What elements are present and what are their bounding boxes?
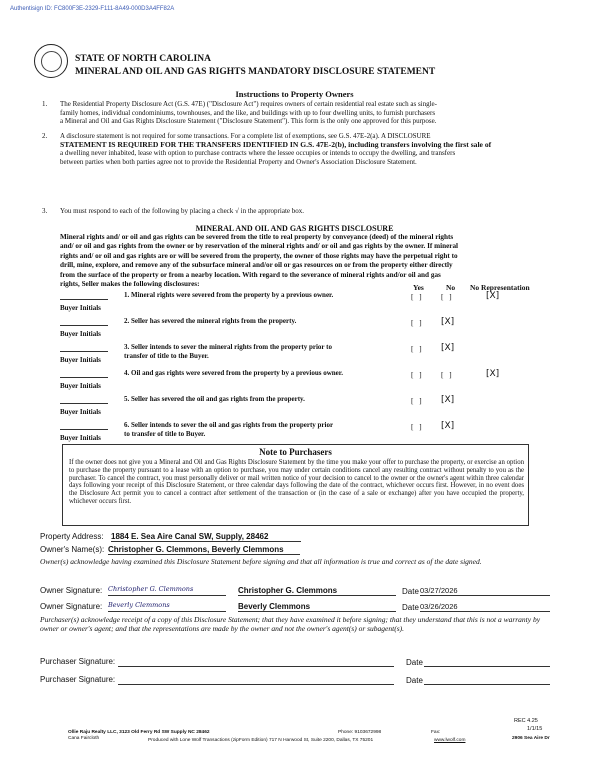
disclosure-line: drill, mine, explore, and remove any of the subsurface mineral and/or oil or gas resources on or from the property either directly <box>60 261 453 270</box>
question-text: 6. Seller intends to sever the oil and gas rights from the property prior <box>124 421 334 429</box>
buyer-initials-line[interactable] <box>60 299 108 300</box>
form-date: 1/1/15 <box>527 726 543 732</box>
owners-name-label: Owner's Name(s): <box>40 545 105 554</box>
checkbox-yes[interactable]: [ ] <box>411 318 422 327</box>
instruction-line: a Mineral and Oil and Gas Rights Disclosure Statement ("Disclosure Statement"). This form is the only one approved for this purpose. <box>60 117 437 126</box>
owner-date-label: Date <box>402 587 419 596</box>
disclosure-line: from the surface of the property or from a nearby location. With regard to the severance of mineral rights and/or oil and gas <box>60 270 441 279</box>
owner-signature-label: Owner Signature: <box>40 602 103 611</box>
buyer-initials-label: Buyer Initials <box>60 382 101 390</box>
owner-date-value[interactable]: 03/26/2026 <box>420 602 550 612</box>
buyer-initials-label: Buyer Initials <box>60 304 101 312</box>
instruction-line: STATEMENT IS REQUIRED FOR THE TRANSFERS IDENTIFIED IN G.S. 47E-2(b), including transfers involving the first sale of <box>60 139 492 149</box>
instruction-line: A disclosure statement is not required for some transactions. For a complete list of exemptions, see G.S. 47E-2(a). A DISCLOSURE <box>60 132 431 140</box>
question-text: to transfer of title to Buyer. <box>124 429 206 438</box>
state-heading: STATE OF NORTH CAROLINA <box>75 54 211 64</box>
instruction-number: 1. <box>42 100 48 108</box>
question-text: 2. Seller has severed the mineral rights from the property. <box>124 317 297 325</box>
checkbox-no-checked[interactable]: [X] <box>441 421 455 431</box>
disclosure-line: and/ or oil and gas rights from the owner or by reservation of the mineral rights and/ or oil and gas rights by the owner. If mineral <box>60 242 459 251</box>
checkbox-yes[interactable]: [ ] <box>411 292 422 301</box>
footer-company: Ollie Raju Realty LLC, 3123 Old Ferry Rd SW Supply NC 28462 <box>68 730 210 735</box>
owners-name-value[interactable]: Christopher G. Clemmons, Beverly Clemmons <box>108 545 300 555</box>
instruction-line: You must respond to each of the following by placing a check √ in the appropriate box. <box>60 207 304 215</box>
disclosure-line: Mineral rights and/ or oil and gas rights can be severed from the title to real property by conveyance (deed) of the mineral rights <box>60 233 454 241</box>
checkbox-no-checked[interactable]: [X] <box>441 395 455 405</box>
owner-date-label: Date <box>402 603 419 612</box>
checkbox-no-checked[interactable]: [X] <box>441 317 455 327</box>
buyer-initials-line[interactable] <box>60 325 108 326</box>
checkbox-yes[interactable]: [ ] <box>411 396 422 405</box>
footer-website[interactable]: www.lwolf.com <box>434 738 466 743</box>
col-yes: Yes <box>413 283 424 292</box>
checkbox-no[interactable]: [ ] <box>441 292 452 301</box>
question-text: 1. Mineral rights were severed from the property by a previous owner. <box>124 291 334 299</box>
authentisign-id: Authentisign ID: FC800F3E-2329-F111-8A49-000D3A4FF82A <box>10 6 175 12</box>
owner-signature[interactable]: Beverly Clemmons <box>108 601 226 612</box>
disclosure-line: rights and/ or oil and gas rights are or will be severed from the property, the owner of those rights may have the perpetual right to <box>60 251 458 260</box>
owner-printed-name: Beverly Clemmons <box>238 602 396 612</box>
buyer-initials-line[interactable] <box>60 403 108 404</box>
purchaser-signature-label: Purchaser Signature: <box>40 675 116 684</box>
owner-signature[interactable]: Christopher G. Clemmons <box>108 585 226 596</box>
footer-address-code: 2906 Sea Aire Dr <box>512 736 550 741</box>
owner-date-value[interactable]: 03/27/2026 <box>420 586 550 596</box>
owner-signature-label: Owner Signature: <box>40 586 103 595</box>
buyer-initials-label: Buyer Initials <box>60 330 101 338</box>
note-text: If the owner does not give you a Mineral and Oil and Gas Rights Disclosure Statement by the time you make your offer to purchase the property, or exercise an option to purchase the property pursuant to a lease with an option to purchase, you may under certain conditions cancel any resulting contract without penalty to you as the purchaser. To cancel the contract, you must personally deliver or mail written notice of your decision to cancel to the owner or the owner's agent within three calendar days following your receipt of this Disclosure Statement, or three calendar days following the date of the contract, whichever occurs first. However, in no event does the Disclosure Act permit you to cancel a contract after settlement of the transaction or (in the case of a sale or exchange) after you have occupied the property, whichever occurs first. <box>69 459 524 505</box>
purchaser-date-label: Date <box>406 658 423 667</box>
owner-acknowledgement: Owner(s) acknowledge having examined this Disclosure Statement before signing and that all information is true and correct as of the date signed. <box>40 557 482 566</box>
buyer-initials-label: Buyer Initials <box>60 408 101 416</box>
checkbox-no[interactable]: [ ] <box>441 370 452 379</box>
col-no-representation: No Representation <box>470 283 530 292</box>
question-text: 4. Oil and gas rights were severed from the property by a previous owner. <box>124 369 344 377</box>
purchaser-signature-label: Purchaser Signature: <box>40 657 116 666</box>
footer-agent: Cana Faircloth <box>68 736 100 741</box>
instruction-number: 3. <box>42 207 48 215</box>
instruction-line: family homes, individual condominiums, townhouses, and the like, and buildings with up to four dwelling units, to furnish purchasers <box>60 108 436 117</box>
form-code: REC 4.25 <box>514 718 538 724</box>
purchaser-date-line[interactable] <box>424 675 550 685</box>
disclosure-line: rights, Seller makes the following disclosures: <box>60 280 200 288</box>
checkbox-yes[interactable]: [ ] <box>411 422 422 431</box>
buyer-initials-label: Buyer Initials <box>60 434 101 442</box>
instruction-line: The Residential Property Disclosure Act (G.S. 47E) ("Disclosure Act") requires owners of certain residential real estate such as single- <box>60 100 437 108</box>
buyer-initials-line[interactable] <box>60 377 108 378</box>
purchaser-date-label: Date <box>406 676 423 685</box>
purchaser-signature-line[interactable] <box>118 657 394 667</box>
buyer-initials-line[interactable] <box>60 429 108 430</box>
checkbox-yes[interactable]: [ ] <box>411 370 422 379</box>
col-no: No <box>446 283 456 292</box>
note-to-purchasers-box <box>62 444 529 526</box>
footer-fax: Fax: <box>431 730 441 735</box>
footer-produced: Produced with Lone Wolf Transactions (zipForm Edition) 717 N Harwood St, Suite 2200, Dallas, TX 75201 <box>148 738 374 743</box>
property-address-label: Property Address: <box>40 532 104 541</box>
buyer-initials-line[interactable] <box>60 351 108 352</box>
checkbox-yes[interactable]: [ ] <box>411 344 422 353</box>
checkbox-no-rep-checked[interactable]: [X] <box>486 291 500 301</box>
note-title: Note to Purchasers <box>259 447 332 457</box>
instruction-number: 2. <box>42 132 48 140</box>
checkbox-no-checked[interactable]: [X] <box>441 343 455 353</box>
question-text: transfer of title to the Buyer. <box>124 351 209 360</box>
section-title: MINERAL AND OIL AND GAS RIGHTS DISCLOSURE <box>195 224 394 233</box>
instruction-line: between parties when both parties agree not to provide the Residential Property and Owner's Association Disclosure Statement. <box>60 157 417 166</box>
footer-phone: Phone: 9103672998 <box>338 730 382 735</box>
question-text: 3. Seller intends to sever the mineral rights from the property prior to <box>124 343 332 351</box>
state-seal-logo <box>34 44 68 78</box>
question-text: 5. Seller has severed the oil and gas rights from the property. <box>124 395 305 403</box>
purchaser-signature-line[interactable] <box>118 675 394 685</box>
instructions-title: Instructions to Property Owners <box>235 89 354 99</box>
owner-printed-name: Christopher G. Clemmons <box>238 586 396 596</box>
property-address-value[interactable]: 1884 E. Sea Aire Canal SW, Supply, 28462 <box>111 532 301 542</box>
instruction-line: a dwelling never inhabited, lease with option to purchase contracts where the lessee occupies or intends to occupy the dwelling, and transfers <box>60 149 456 158</box>
buyer-initials-label: Buyer Initials <box>60 356 101 364</box>
checkbox-no-rep-checked[interactable]: [X] <box>486 369 500 379</box>
purchaser-date-line[interactable] <box>424 657 550 667</box>
form-title: MINERAL AND OIL AND GAS RIGHTS MANDATORY DISCLOSURE STATEMENT <box>75 67 436 77</box>
purchaser-acknowledgement: Purchaser(s) acknowledge receipt of a copy of this Disclosure Statement; that they have examined it before signing; that they understand that this is not a warranty by owner or owner's agent; and that the representations are made by the owner and not the owner's agent(s) or subagent(s). <box>40 615 541 633</box>
